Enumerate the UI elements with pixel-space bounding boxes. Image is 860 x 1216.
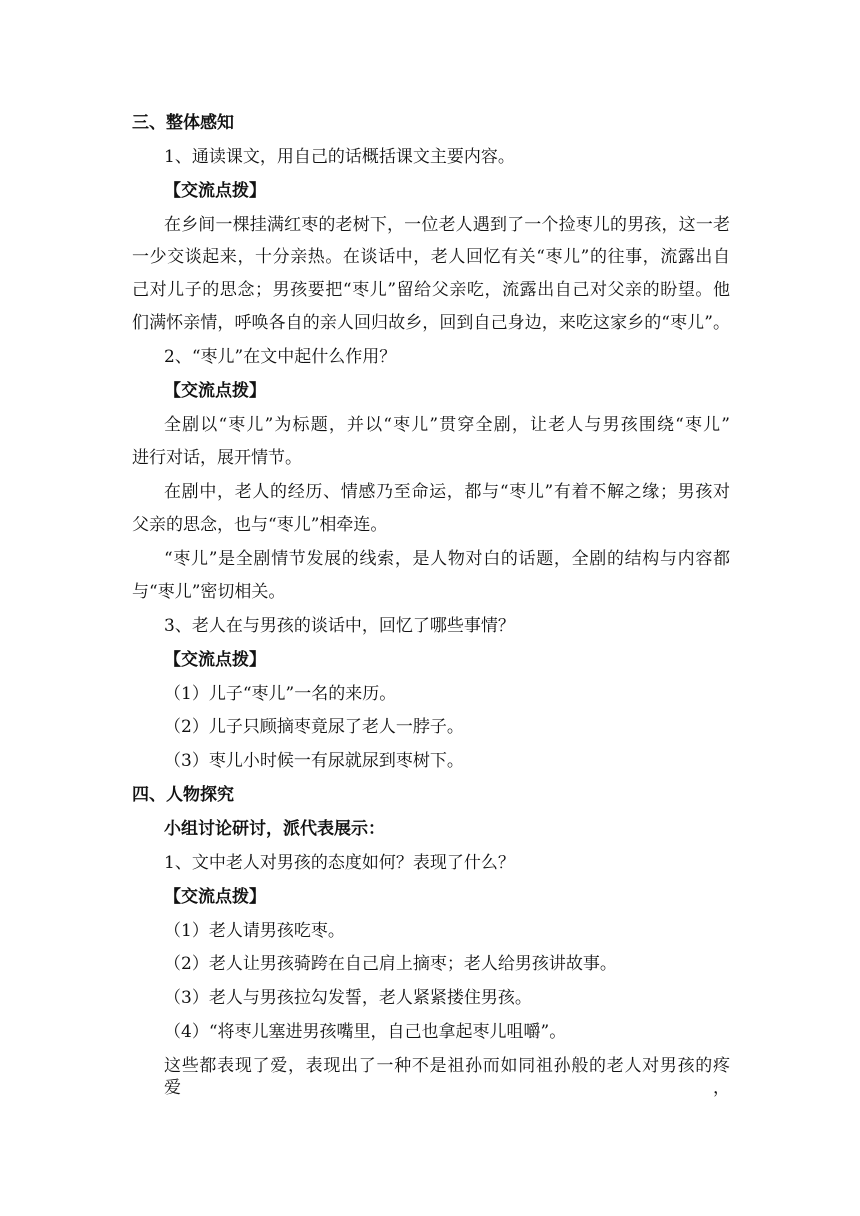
list-item: （3）枣儿小时候一有尿就尿到枣树下。	[164, 751, 464, 771]
paragraph-line: 这些都表现了爱，表现出了一种不是祖孙而如同祖孙般的老人对男孩的疼爱，	[164, 1056, 730, 1098]
paragraph-line: 们满怀亲情，呼唤各自的亲人回归故乡，回到自己身边，来吃这家乡的“枣儿”。	[132, 313, 730, 333]
list-item: （2）儿子只顾摘枣竟尿了老人一脖子。	[164, 717, 464, 737]
question-3: 3、老人在与男孩的谈话中，回忆了哪些事情？	[164, 616, 515, 636]
discussion-tag: 【交流点拨】	[164, 181, 266, 201]
paragraph-line: 一少交谈起来，十分亲热。在谈话中，老人回忆有关“枣儿”的往事，流露出自	[132, 247, 730, 267]
question-1: 1、通读课文，用自己的话概括课文主要内容。	[164, 147, 515, 167]
list-item: （1）老人请男孩吃枣。	[164, 921, 345, 941]
paragraph-line: 进行对话，展开情节。	[132, 448, 302, 468]
section-heading-3: 三、整体感知	[132, 113, 234, 133]
discussion-tag: 【交流点拨】	[164, 381, 266, 401]
section-heading-4: 四、人物探究	[132, 785, 234, 805]
list-item: （2）老人让男孩骑跨在自己肩上摘枣；老人给男孩讲故事。	[164, 954, 617, 974]
discussion-tag: 【交流点拨】	[164, 650, 266, 670]
section-intro: 小组讨论研讨，派代表展示：	[164, 819, 385, 839]
list-item: （4）“将枣儿塞进男孩嘴里，自己也拿起枣儿咀嚼”。	[164, 1022, 567, 1042]
discussion-tag: 【交流点拨】	[164, 887, 266, 907]
paragraph-line: “枣儿”是全剧情节发展的线索，是人物对白的话题，全剧的结构与内容都	[164, 549, 730, 569]
paragraph-line: 在乡间一棵挂满红枣的老树下，一位老人遇到了一个捡枣儿的男孩，这一老	[164, 215, 730, 235]
paragraph-line: 在剧中，老人的经历、情感乃至命运，都与“枣儿”有着不解之缘；男孩对	[164, 482, 730, 502]
question-4: 1、文中老人对男孩的态度如何？表现了什么？	[164, 853, 515, 873]
paragraph-line: 己对儿子的思念；男孩要把“枣儿”留给父亲吃，流露出自己对父亲的盼望。他	[132, 280, 730, 300]
paragraph-line: 与“枣儿”密切相关。	[132, 582, 286, 602]
list-item: （3）老人与男孩拉勾发誓，老人紧紧搂住男孩。	[164, 988, 532, 1008]
list-item: （1）儿子“枣儿”一名的来历。	[164, 684, 397, 704]
paragraph-line: 全剧以“枣儿”为标题，并以“枣儿”贯穿全剧，让老人与男孩围绕“枣儿”	[164, 415, 730, 435]
question-2: 2、“枣儿”在文中起什么作用？	[164, 347, 397, 367]
paragraph-line: 父亲的思念，也与“枣儿”相牵连。	[132, 515, 388, 535]
